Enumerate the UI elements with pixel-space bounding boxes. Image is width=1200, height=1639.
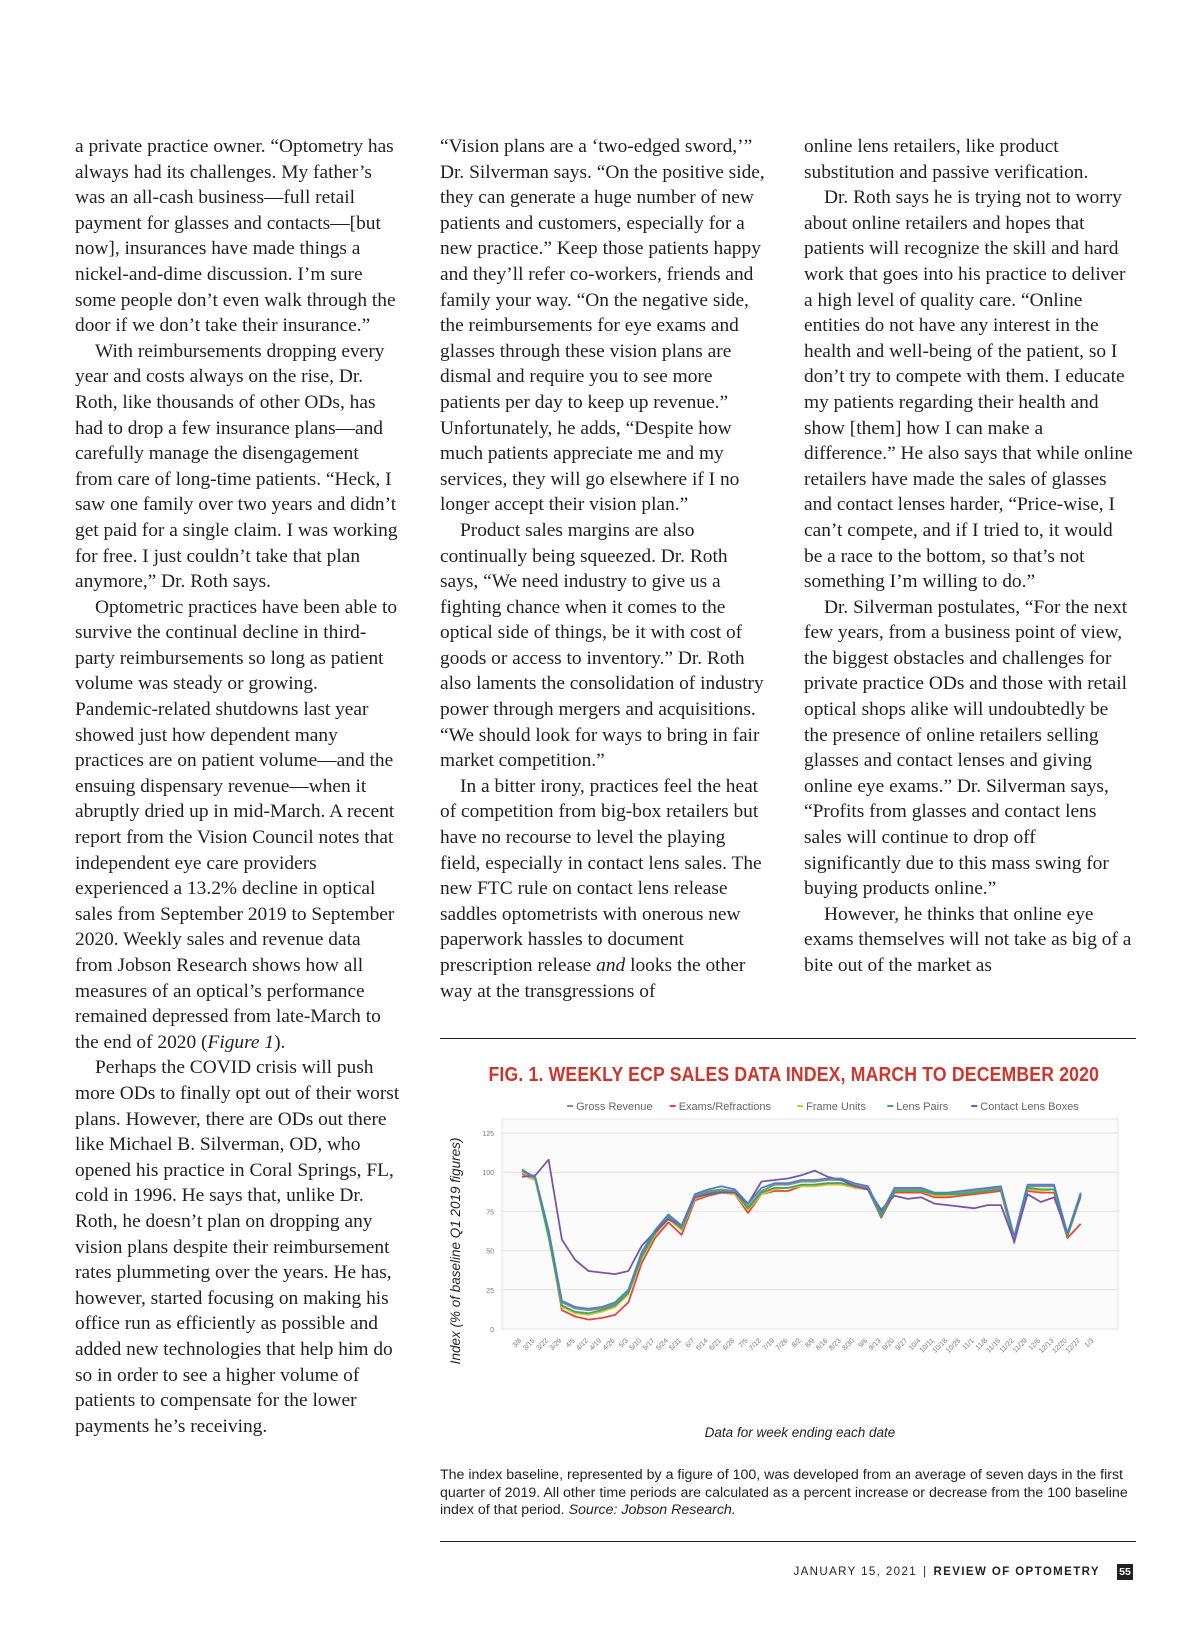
x-tick-label: 12/13 (1038, 1337, 1056, 1355)
article-column-2 (440, 134, 770, 1004)
x-tick-label: 8/9 (804, 1337, 817, 1350)
y-tick-label: 100 (482, 1170, 494, 1178)
x-tick-label: 6/14 (695, 1337, 710, 1353)
x-axis-label: Data for week ending each date (704, 1425, 896, 1440)
figure-title: FIG. 1. WEEKLY ECP SALES DATA INDEX, MARCH TO DECEMBER 2020 (488, 1063, 1100, 1086)
paragraph (804, 134, 1134, 185)
x-tick-label: 5/24 (655, 1337, 670, 1353)
paragraph (440, 134, 770, 518)
x-tick-label: 5/17 (641, 1337, 657, 1353)
page-footer (793, 1566, 1100, 1578)
text-run: However, he thinks that online eye exams themselves will not take as big of a bite out of the market as (804, 903, 1132, 976)
line-chart (440, 1097, 1140, 1459)
x-tick-label: 4/12 (575, 1337, 590, 1353)
x-tick-label: 7/12 (748, 1337, 763, 1353)
x-tick-label: 7/5 (737, 1337, 750, 1350)
legend-label: Gross Revenue (576, 1101, 653, 1113)
x-tick-label: 5/31 (668, 1337, 684, 1353)
paragraph (804, 595, 1134, 902)
x-tick-label: 8/23 (828, 1337, 843, 1353)
x-tick-label: 3/8 (511, 1337, 524, 1350)
y-tick-label: 125 (482, 1131, 494, 1138)
article-column-1 (75, 134, 400, 1439)
text-run: Dr. Silverman postulates, “For the next few years, from a business point of view, the biggest obstacles and challenges for private practice ODs and those with retail optical shops alike will undoubtedly be the presence of online retailers selling glasses and contact lenses and giving online eye exams.” Dr. Silverman says, “Profits from glasses and contact lens sales will continue to drop off significantly due to this mass swing for buying products online.” (804, 596, 1128, 900)
italic-text: Figure 1 (207, 1031, 275, 1053)
x-tick-label: 3/29 (548, 1337, 564, 1353)
page-number: 55 (1117, 1564, 1133, 1580)
text-run: With reimbursements dropping every year and costs always on the rise, Dr. Roth, like thousands of other ODs, has had to drop a few insurance plans—and carefully manage the disengagement from care of long-time patients. “Heck, I saw one family over two years and didn’t get paid for a single claim. I was working for free. I just couldn’t take that plan anymore,” Dr. Roth says. (75, 340, 398, 593)
paragraph (804, 902, 1134, 979)
x-tick-label: 6/28 (721, 1337, 737, 1353)
x-tick-label: 12/6 (1027, 1337, 1043, 1353)
x-tick-label: 4/26 (601, 1337, 617, 1353)
x-tick-label: 10/11 (918, 1337, 936, 1355)
y-tick-label: 25 (486, 1287, 494, 1295)
text-run: a private practice owner. “Optometry has always had its challenges. My father’s was an all-cash business—full retail payment for glasses and contacts—[but now], insurances have made things a nickel-and-dime discussion. I’m sure some people don’t even walk through the door if we don’t take their insurance.” (75, 136, 396, 337)
x-tick-label: 9/20 (881, 1337, 896, 1353)
text-run: In a bitter irony, practices feel the heat of competition from big-box retailers but have no recourse to level the playing field, especially in contact lens sales. The new FTC rule on contact lens release saddles optometrists with onerous new paperwork hassles to document prescription release (440, 775, 762, 976)
footer-separator: | (923, 1566, 928, 1578)
text-run: Product sales margins are also continually being squeezed. Dr. Roth says, “We need industry to give us a fighting chance when it comes to the optical side of things, be it with cost of goods or access to inventory.” Dr. Roth also laments the consolidation of industry power through mergers and acquisitions. “We should look for ways to bring in fair market competition.” (440, 519, 764, 772)
legend-label: Exams/Refractions (678, 1101, 772, 1113)
x-tick-label: 4/19 (588, 1337, 604, 1353)
x-tick-label: 7/19 (761, 1337, 777, 1353)
x-tick-label: 4/5 (564, 1337, 577, 1350)
text-run: Perhaps the COVID crisis will push more ODs to finally opt out of their worst plans. However, there are ODs out there like Michael B. Silverman, OD, who opened his practice in Coral Springs, FL, cold in 1996. He says that, unlike Dr. Roth, he doesn’t plan on dropping any vision plans despite their reimbursement rates plummeting over the years. He has, however, started focusing on making his office run as efficiently as possible and added new technologies that help him do so in order to see a higher volume of patients to compensate for the lower payments he’s receiving. (75, 1057, 400, 1437)
publication-name: REVIEW OF OPTOMETRY (933, 1566, 1100, 1578)
paragraph (75, 1055, 400, 1439)
x-tick-label: 10/4 (907, 1337, 923, 1353)
paragraph (75, 134, 400, 339)
x-tick-label: 8/2 (790, 1337, 803, 1350)
x-tick-label: 6/21 (708, 1337, 723, 1353)
italic-text: and (596, 955, 626, 976)
paragraph (440, 774, 770, 1004)
y-axis-label: Index (% of baseline Q1 2019 figures) (448, 1137, 463, 1365)
x-tick-label: 12/20 (1051, 1337, 1069, 1355)
y-tick-label: 75 (486, 1209, 494, 1217)
issue-date: JANUARY 15, 2021 (793, 1566, 918, 1578)
text-run: Dr. Roth says he is trying not to worry about online retailers and hopes that patients will recognize the skill and hard work that goes into his practice to deliver a high level of quality care. “Online entities do not have any interest in the health and well-being of the patient, so I don’t try to compete with them. I educate my patients regarding their health and show [them] how I can make a difference.” He also says that while online retailers have made the sales of glasses and contact lenses harder, “Price-wise, I can’t compete, and if I tried to, it would be a race to the bottom, so that’s not something I’m willing to do.” (804, 187, 1133, 593)
x-tick-label: 9/27 (894, 1337, 910, 1353)
x-tick-label: 11/1 (961, 1337, 976, 1352)
x-tick-label: 9/6 (857, 1337, 870, 1350)
x-tick-label: 3/15 (522, 1337, 537, 1353)
x-tick-label: 5/10 (628, 1337, 644, 1353)
x-tick-label: 5/3 (617, 1337, 630, 1350)
paragraph (440, 518, 770, 774)
text-run: online lens retailers, like product substitution and passive verification. (804, 136, 1089, 183)
paragraph (804, 185, 1134, 595)
x-tick-label: 11/22 (998, 1337, 1016, 1355)
paragraph (75, 339, 400, 595)
legend-label: Contact Lens Boxes (980, 1101, 1079, 1113)
figure-caption (440, 1467, 1140, 1520)
article-column-3 (804, 134, 1134, 979)
x-tick-label: 7/26 (774, 1337, 790, 1353)
text-run: Optometric practices have been able to survive the continual decline in third-party reimbursements so long as patient volume was steady or growing. Pandemic-related shutdowns last year showed just how dependent many practices are on patient volume—and the ensuing dispensary revenue—when it abruptly dried up in mid-March. A recent report from the Vision Council notes that independent eye care providers experienced a 13.2% decline in optical sales from September 2019 to September 2020. Weekly sales and revenue data from Jobson Research shows how all measures of an optical’s performance remained depressed from late-March to the end of 2020 ( (75, 596, 398, 1053)
text-run: “Vision plans are a ‘two-edged sword,’” Dr. Silverman says. “On the positive side, they can generate a huge number of new patients and customers, especially for a new practice.” Keep those patients happy and they’ll refer co-workers, friends and family your way. “On the negative side, the reimbursements for eye exams and glasses through these vision plans are dismal and require you to see more patients per day to keep up revenue.” Unfortunately, he adds, “Despite how much patients appreciate me and my services, they will go elsewhere if I no longer accept their vision plan.” (440, 136, 765, 516)
x-tick-label: 11/15 (985, 1337, 1003, 1355)
text-run: looks the other way at the transgressions of (440, 955, 746, 1002)
figure-bottom-rule (440, 1541, 1136, 1542)
text-run: ). (274, 1031, 286, 1053)
caption-text: The index baseline, represented by a figure of 100, was developed from an average of seven days in the first quarter of 2019. All other time periods are calculated as a percent increase or decrease from the 100 baseline index of that period. (440, 1467, 1128, 1518)
x-tick-label: 11/8 (974, 1337, 989, 1352)
x-tick-label: 11/29 (1011, 1337, 1029, 1355)
x-tick-label: 6/7 (684, 1337, 697, 1350)
legend-label: Lens Pairs (896, 1101, 949, 1113)
y-tick-label: 0 (490, 1327, 494, 1334)
x-tick-label: 10/25 (945, 1337, 963, 1355)
y-tick-label: 50 (486, 1248, 494, 1256)
x-tick-label: 8/30 (841, 1337, 856, 1353)
legend-label: Frame Units (806, 1101, 867, 1113)
x-tick-label: 9/13 (867, 1337, 883, 1353)
x-tick-label: 8/16 (814, 1337, 830, 1353)
plot-area (502, 1119, 1118, 1329)
paragraph (75, 595, 400, 1056)
x-tick-label: 12/27 (1064, 1337, 1083, 1355)
x-tick-label: 10/18 (931, 1337, 950, 1355)
x-tick-label: 3/22 (535, 1337, 551, 1353)
x-tick-label: 1/3 (1083, 1337, 1096, 1350)
figure-top-rule (440, 1038, 1136, 1039)
caption-source: Source: Jobson Research. (568, 1502, 736, 1518)
